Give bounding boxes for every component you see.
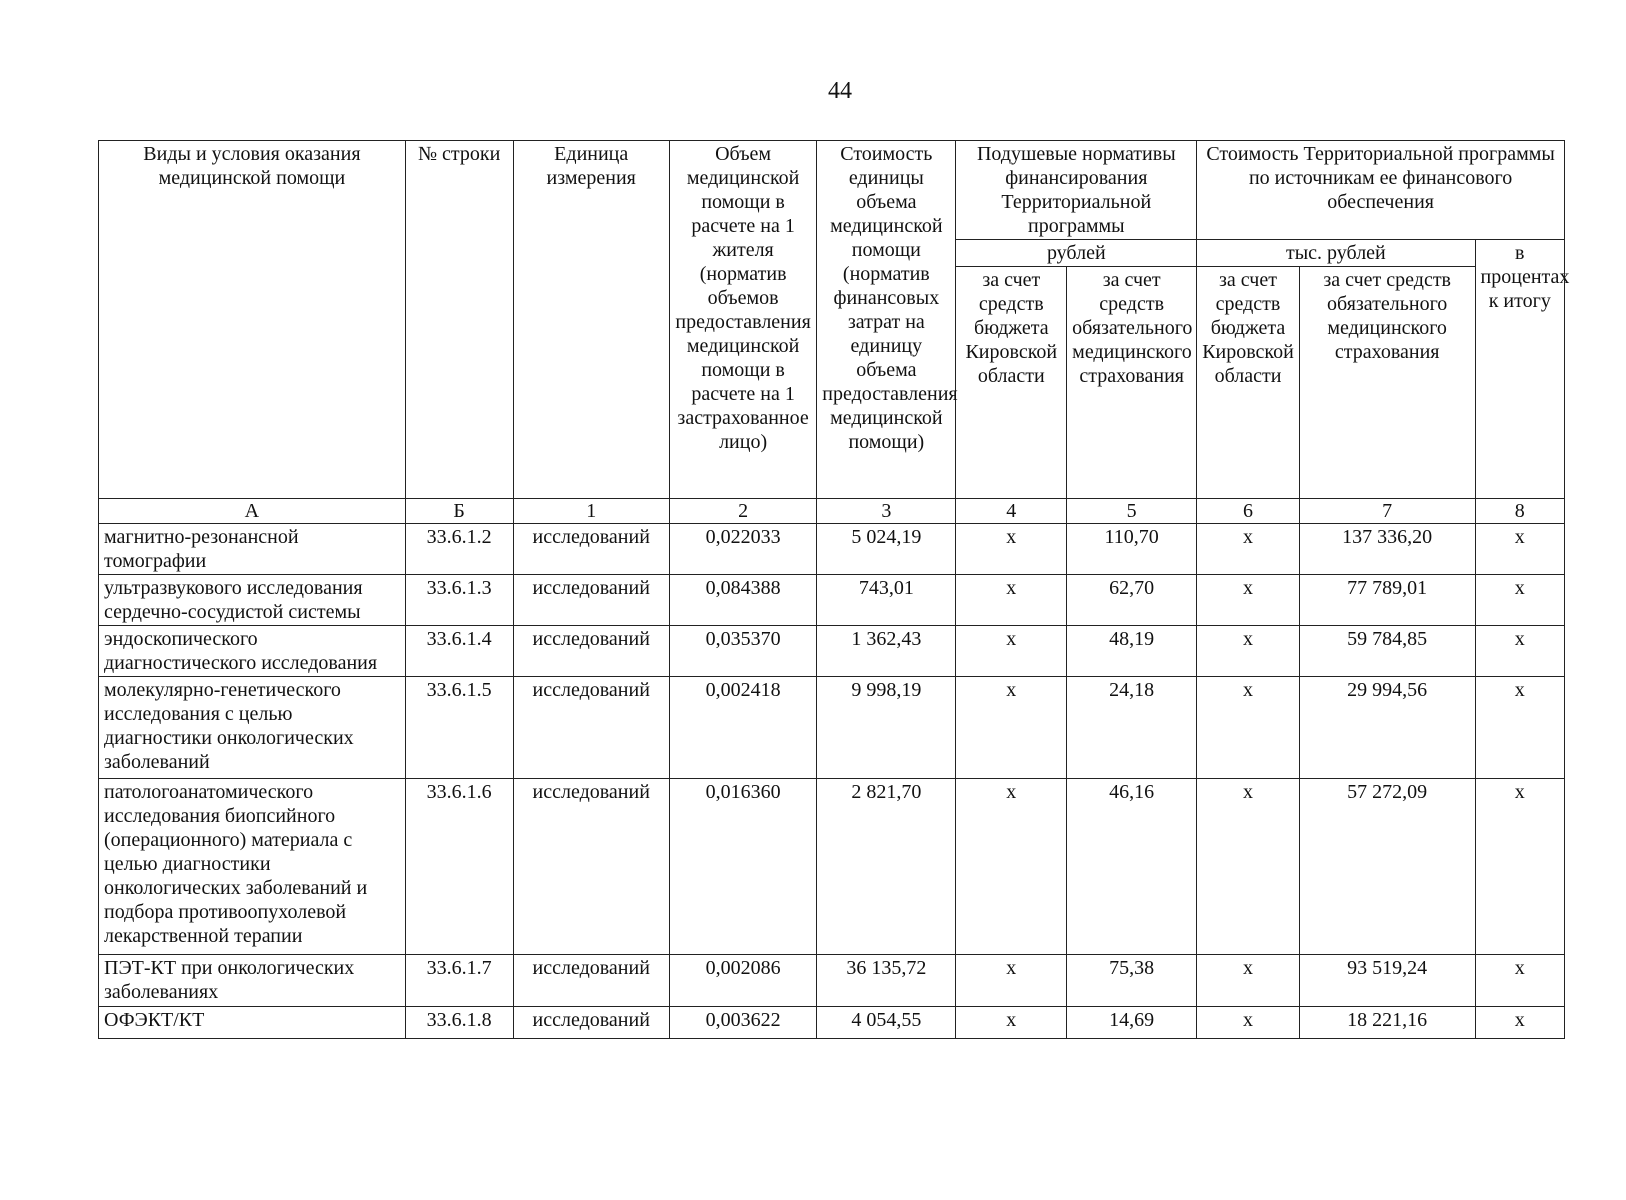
header-percent: в процентах к итогу [1475,240,1564,499]
row-name: молекулярно-генетического исследования с целью диагностики онкологических заболеваний [99,677,406,779]
row-unit: исследований [513,677,669,779]
row-col8: х [1475,524,1564,575]
row-volume: 0,084388 [669,575,816,626]
row-col8: х [1475,677,1564,779]
header-kind: Виды и условия оказания медицинской помощи [99,141,406,499]
row-col7: 137 336,20 [1299,524,1475,575]
row-line-no: 33.6.1.7 [405,955,513,1007]
table-row [99,1007,1565,1039]
page-number: 44 [828,78,852,104]
row-volume: 0,022033 [669,524,816,575]
header-unit: Единица измерения [513,141,669,499]
row-col5: 48,19 [1067,626,1197,677]
row-col8: х [1475,1007,1564,1039]
row-name: магнитно-резонансной томографии [99,524,406,575]
row-volume: 0,035370 [669,626,816,677]
table-row [99,779,1565,955]
row-col8: х [1475,955,1564,1007]
row-name: ПЭТ-КТ при онкологических заболеваниях [99,955,406,1007]
column-index-row [99,499,1565,524]
column-index: 2 [669,499,816,524]
row-volume: 0,003622 [669,1007,816,1039]
row-unit: исследований [513,955,669,1007]
column-index: А [99,499,406,524]
row-line-no: 33.6.1.4 [405,626,513,677]
header-program-cost: Стоимость Территориальной программы по источникам ее финансового обеспечения [1197,141,1565,240]
column-index: 7 [1299,499,1475,524]
header-oms-col5: за счет средств обязательного медицинского страхования [1067,267,1197,499]
row-col7: 57 272,09 [1299,779,1475,955]
table-row [99,626,1565,677]
row-col4: х [956,575,1067,626]
row-col5: 62,70 [1067,575,1197,626]
row-col4: х [956,524,1067,575]
row-col4: х [956,1007,1067,1039]
row-col6: х [1197,524,1300,575]
header-volume: Объем медицинской помощи в расчете на 1 жителя (норматив объемов предоставления медицинской помощи в расчете на 1 застрахованное лицо) [669,141,816,499]
program-cost-table [98,140,1570,1039]
row-unit: исследований [513,626,669,677]
row-line-no: 33.6.1.8 [405,1007,513,1039]
row-col7: 93 519,24 [1299,955,1475,1007]
row-name: патологоанатомического исследования биопсийного (операционного) материала с целью диагностики онкологических заболеваний и подбора противоопухолевой лекарственной терапии [99,779,406,955]
column-index: 8 [1475,499,1564,524]
header-oms-col7: за счет средств обязательного медицинского страхования [1299,267,1475,499]
header-budget-col4: за счет средств бюджета Кировской области [956,267,1067,499]
row-col6: х [1197,575,1300,626]
row-col4: х [956,779,1067,955]
row-line-no: 33.6.1.2 [405,524,513,575]
header-cost-unit: Стоимость единицы объема медицинской помощи (норматив финансовых затрат на единицу объема предоставления медицинской помощи) [817,141,956,499]
row-name: эндоскопического диагностического исследования [99,626,406,677]
row-col6: х [1197,677,1300,779]
table-row [99,524,1565,575]
row-col7: 77 789,01 [1299,575,1475,626]
row-name: ультразвукового исследования сердечно-сосудистой системы [99,575,406,626]
row-col8: х [1475,779,1564,955]
row-cost: 1 362,43 [817,626,956,677]
row-name: ОФЭКТ/КТ [99,1007,406,1039]
row-unit: исследований [513,1007,669,1039]
header-budget-col6: за счет средств бюджета Кировской области [1197,267,1300,499]
row-col8: х [1475,626,1564,677]
row-cost: 5 024,19 [817,524,956,575]
row-col5: 24,18 [1067,677,1197,779]
row-volume: 0,002418 [669,677,816,779]
row-col6: х [1197,779,1300,955]
row-col4: х [956,677,1067,779]
row-cost: 4 054,55 [817,1007,956,1039]
header-per-capita: Подушевые нормативы финансирования Территориальной программы [956,141,1197,240]
row-col6: х [1197,626,1300,677]
column-index: 6 [1197,499,1300,524]
row-col6: х [1197,955,1300,1007]
table-row [99,677,1565,779]
row-volume: 0,016360 [669,779,816,955]
header-thousand-rubles: тыс. рублей [1197,240,1475,267]
row-line-no: 33.6.1.5 [405,677,513,779]
row-cost: 9 998,19 [817,677,956,779]
row-col5: 75,38 [1067,955,1197,1007]
row-cost: 743,01 [817,575,956,626]
column-index: 3 [817,499,956,524]
column-index: 1 [513,499,669,524]
header-row-no: № строки [405,141,513,499]
row-cost: 2 821,70 [817,779,956,955]
row-col8: х [1475,575,1564,626]
row-volume: 0,002086 [669,955,816,1007]
column-index: Б [405,499,513,524]
column-index: 5 [1067,499,1197,524]
row-unit: исследований [513,779,669,955]
row-col5: 110,70 [1067,524,1197,575]
row-unit: исследований [513,575,669,626]
header-rubles: рублей [956,240,1197,267]
row-cost: 36 135,72 [817,955,956,1007]
table-row [99,575,1565,626]
row-col5: 46,16 [1067,779,1197,955]
row-col4: х [956,626,1067,677]
table-row [99,955,1565,1007]
row-line-no: 33.6.1.6 [405,779,513,955]
row-col7: 59 784,85 [1299,626,1475,677]
row-col7: 18 221,16 [1299,1007,1475,1039]
row-col7: 29 994,56 [1299,677,1475,779]
column-index: 4 [956,499,1067,524]
row-line-no: 33.6.1.3 [405,575,513,626]
row-col6: х [1197,1007,1300,1039]
row-col4: х [956,955,1067,1007]
row-col5: 14,69 [1067,1007,1197,1039]
row-unit: исследований [513,524,669,575]
